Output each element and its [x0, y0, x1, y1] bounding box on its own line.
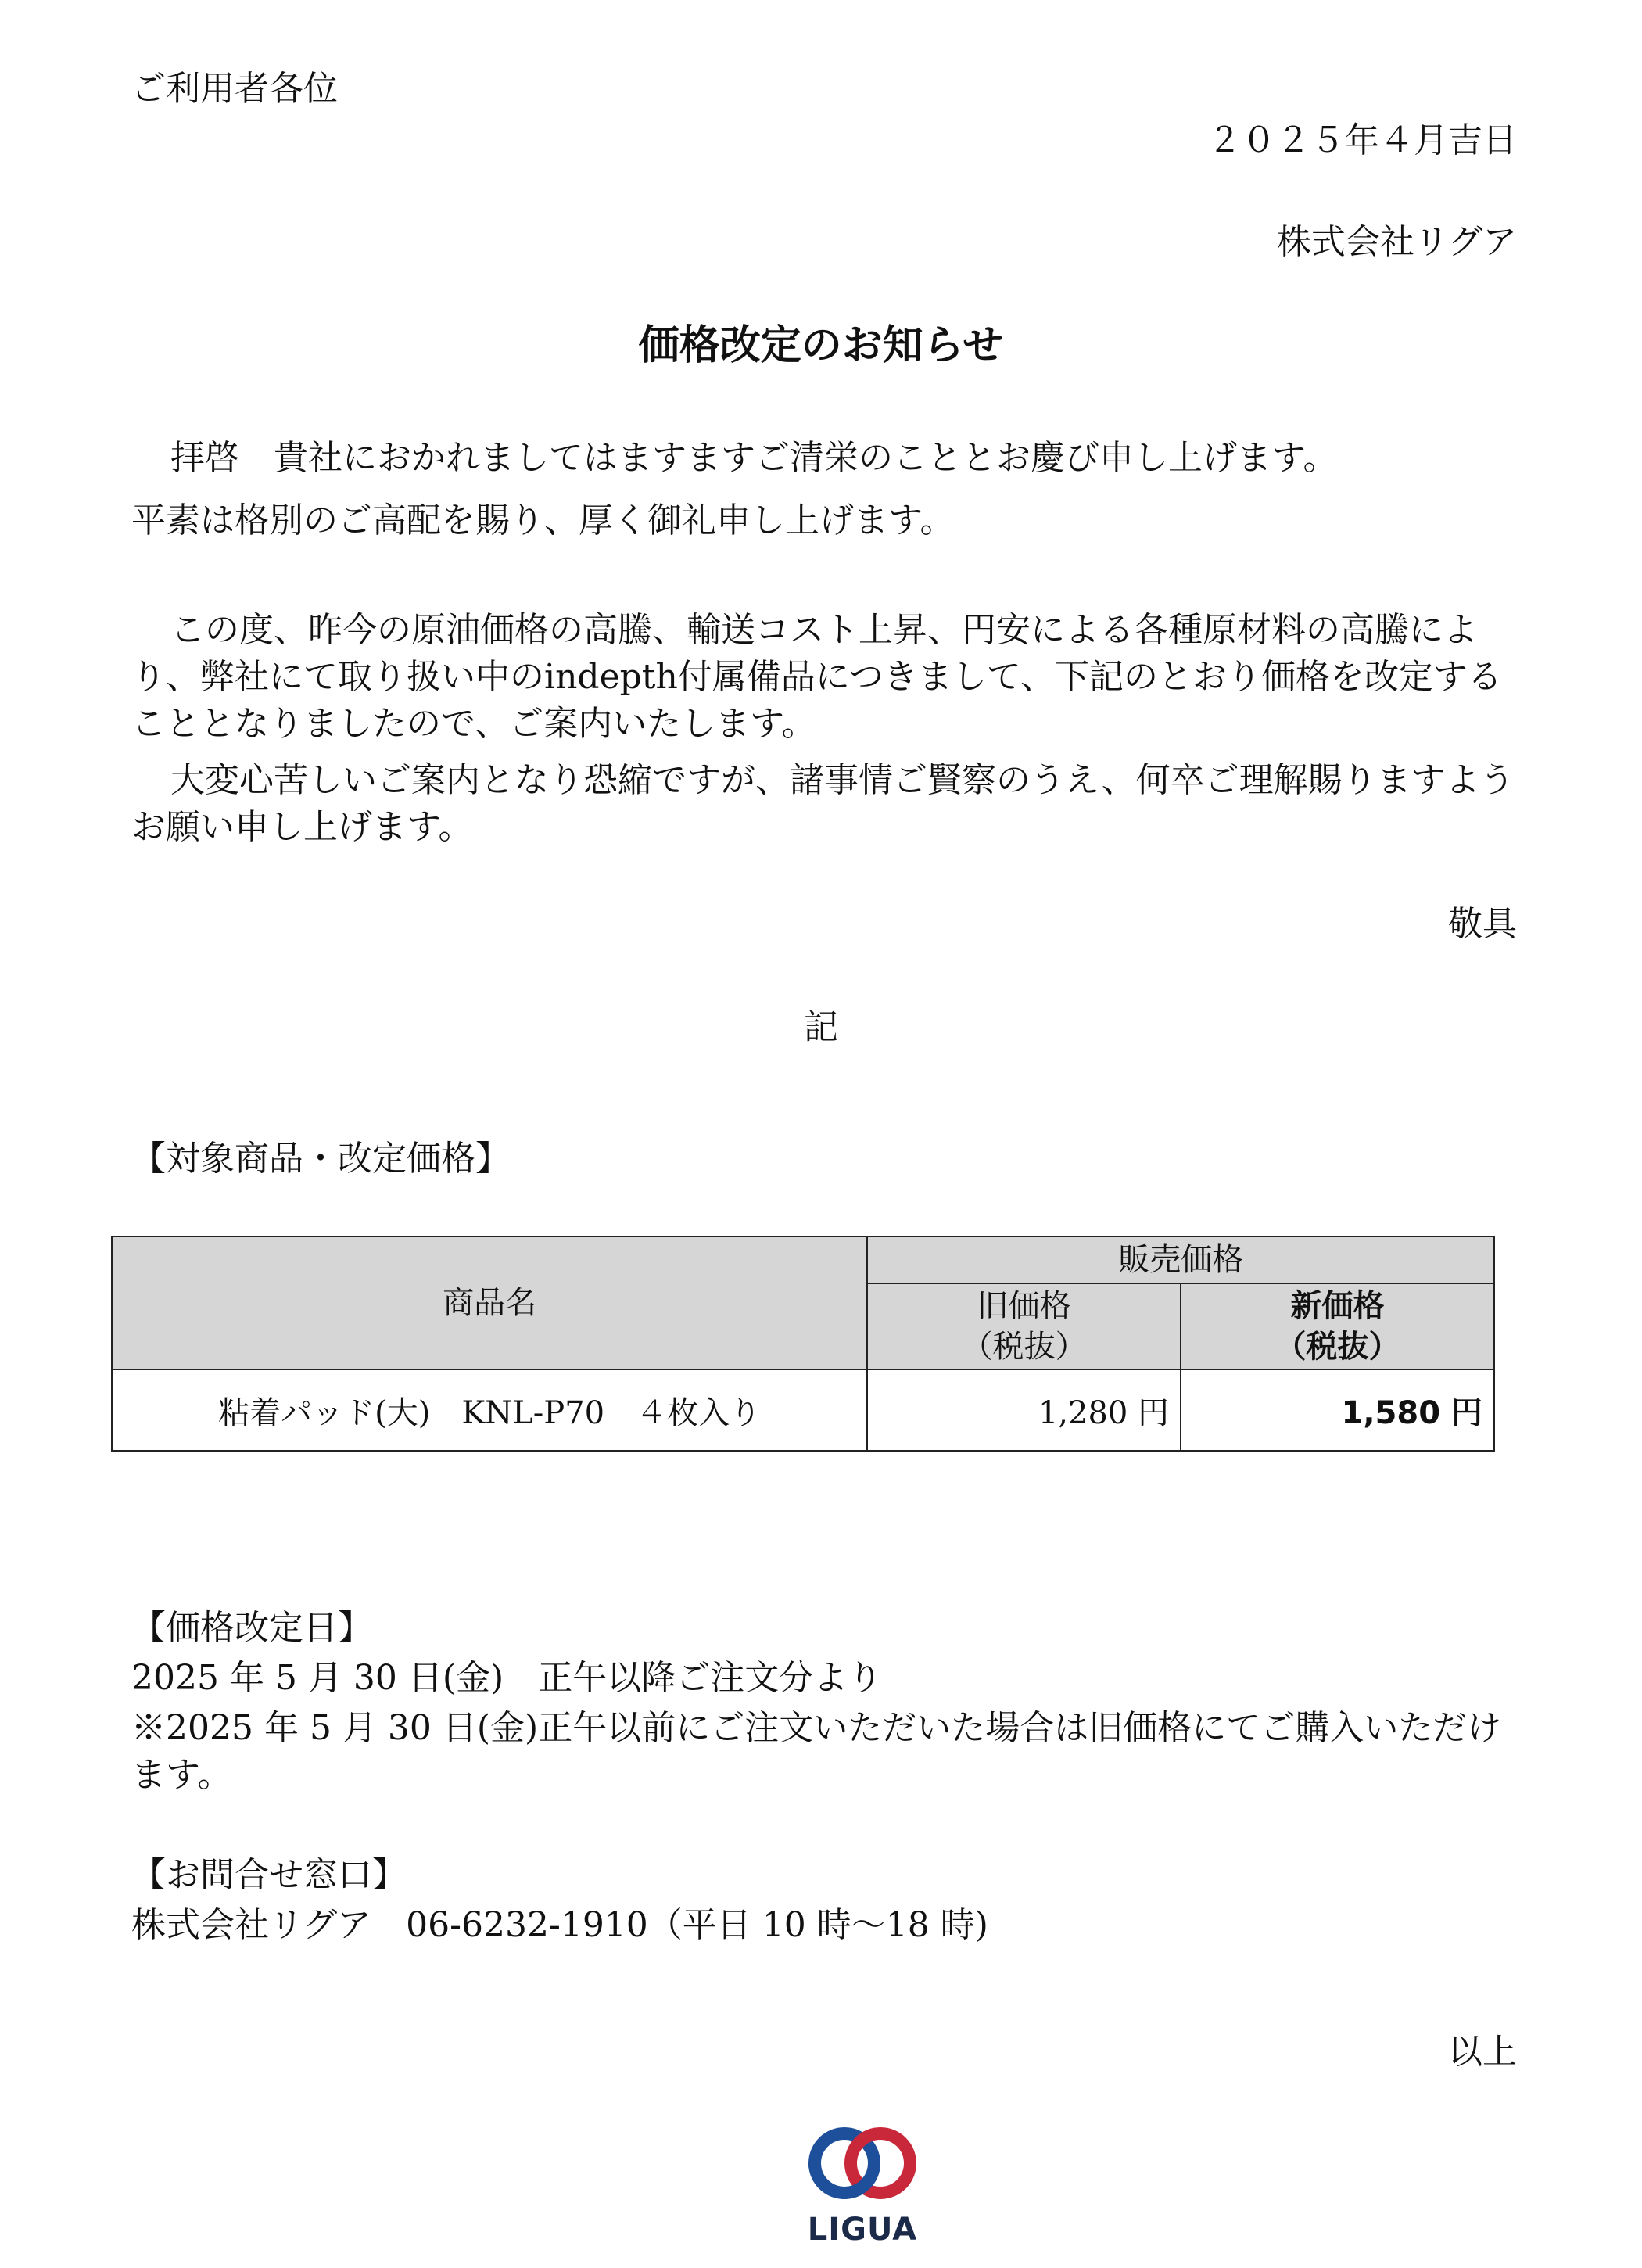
- col-new-price: [1181, 1283, 1494, 1369]
- col-old-price-label: 旧価格: [977, 1288, 1071, 1324]
- ligua-logo-text: LIGUA: [807, 2212, 918, 2248]
- col-new-price-label: 新価格: [1290, 1288, 1385, 1324]
- col-sales-price: 販売価格: [867, 1236, 1494, 1283]
- ligua-logo-mark: [804, 2118, 921, 2212]
- product-name-cell: 粘着パッド(大) KNL-P70 ４枚入り: [112, 1369, 867, 1451]
- contact-heading: 【お問合せ窓口】: [131, 1855, 407, 1895]
- col-product-name: 商品名: [112, 1236, 867, 1369]
- company-name: 株式会社リグア: [1276, 222, 1517, 262]
- date: ２０２５年４月吉日: [1207, 120, 1517, 160]
- old-price-cell: 1,280 円: [867, 1369, 1181, 1451]
- body-paragraph-1: この度、昨今の原油価格の高騰、輸送コスト上昇、円安による各種原材料の高騰により、弊社にて取り扱い中のindepth付属備品につきまして、下記のとおり価格を改定することとなりましたので、ご案内いたします。: [131, 610, 1503, 744]
- col-old-price: [867, 1283, 1181, 1369]
- revision-date-note: ※2025 年 5 月 30 日(金)正午以前にご注文いただいた場合は旧価格にてご購入いただけます。: [131, 1708, 1502, 1795]
- page-title: 価格改定のお知らせ: [638, 322, 1004, 369]
- price-table: [111, 1236, 1495, 1452]
- greeting-line-2: 平素は格別のご高配を賜り、厚く御礼申し上げます。: [131, 501, 955, 540]
- body-paragraph-2: 大変心苦しいご案内となり恐縮ですが、諸事情ご賢察のうえ、何卒ご理解賜りますようお願い申し上げます。: [131, 760, 1515, 847]
- ligua-logo: [804, 2118, 921, 2259]
- col-new-price-note: （税抜）: [1275, 1329, 1400, 1365]
- greeting-line-1: 拝啓 貴社におかれましてはますますご清栄のこととお慶び申し上げます。: [170, 438, 1338, 478]
- new-price-cell: 1,580 円: [1181, 1369, 1494, 1451]
- revision-date-line: 2025 年 5 月 30 日(金) 正午以降ご注文分より: [131, 1658, 883, 1698]
- col-old-price-note: （税抜）: [961, 1329, 1087, 1365]
- closing-keigu: 敬具: [1448, 904, 1517, 944]
- end-mark: 以上: [1448, 2032, 1517, 2072]
- table-row: [112, 1369, 1494, 1451]
- addressee: ご利用者各位: [131, 69, 338, 109]
- products-heading: 【対象商品・改定価格】: [131, 1139, 510, 1179]
- revision-date-heading: 【価格改定日】: [131, 1608, 372, 1648]
- ki-marker: 記: [804, 1007, 838, 1047]
- contact-line: 株式会社リグア 06-6232-1910（平日 10 時～18 時): [131, 1905, 988, 1945]
